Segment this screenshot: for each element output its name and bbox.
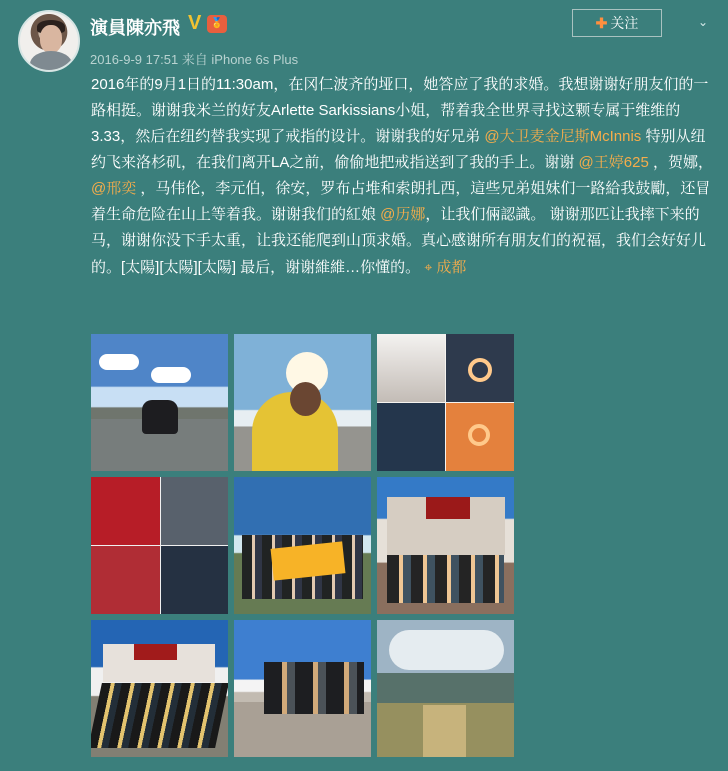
collage-panel	[91, 477, 160, 545]
mention-link[interactable]: @邢奕	[91, 180, 137, 197]
avatar-shirt	[30, 51, 72, 72]
collage-tile	[377, 334, 445, 402]
follow-button[interactable]	[572, 9, 662, 37]
plus-icon: ✚	[595, 15, 608, 31]
post-text-segment: 特别从纽约飞来洛杉矶，在我们离开LA之前，偷偷地把戒指送到了我的手上。谢谢	[91, 128, 706, 171]
collage-panel	[91, 546, 160, 614]
location-icon: ⌖	[424, 259, 433, 275]
avatar-face	[40, 25, 62, 53]
medal-icon: 🏅	[207, 15, 227, 33]
mention-link[interactable]: @王婷625	[578, 154, 649, 171]
photo-grid	[91, 334, 516, 757]
cloud-shape	[151, 367, 191, 383]
collage-tile	[377, 403, 445, 471]
palace-roof-shape	[134, 644, 177, 660]
mention-link[interactable]: @历娜	[380, 206, 426, 223]
hill-shape	[377, 673, 514, 703]
road-shape	[423, 705, 466, 757]
crowd-shape	[387, 555, 504, 603]
collage-panel	[161, 477, 228, 545]
post-text-segment: 2016年的9月1日的11:30am，在冈仁波齐的垭口，她答应了我的求婚。我想谢谢好朋友们的一路相挺。谢谢我米兰的好友Arlette Sarkissians小姐，帮着我全世界寻找这颗专属于维维的3.33，然后在纽约替我实现了戒指的设计。谢谢我的好兄弟	[91, 76, 709, 145]
jumping-crowd-shape	[91, 683, 228, 748]
photo-valley-road[interactable]	[377, 620, 514, 757]
post-meta: 2016-9-9 17:51 来自 iPhone 6s Plus	[90, 52, 299, 67]
avatar[interactable]	[18, 10, 80, 72]
photo-ring-collage[interactable]	[377, 334, 514, 471]
follow-label: 关注	[610, 15, 639, 31]
verify-icon: V	[188, 12, 202, 34]
collage-panel	[161, 546, 228, 614]
mention-link[interactable]: @大卫麦金尼斯McInnis	[484, 128, 642, 145]
post-text-segment: ，让我们倆認識。 谢谢那匹让我摔下来的马，谢谢你没下手太重，让我还能爬到山顶求婚。真心感谢所有朋友们的祝福，我们会好好儿的。[太陽][太陽][太陽] 最后，谢谢維維…你懂的。	[91, 206, 707, 276]
post-text	[91, 72, 715, 281]
palace-roof-shape	[426, 497, 470, 519]
post-text-segment: ，贺娜，	[648, 154, 713, 171]
cloud-shape	[389, 630, 504, 670]
photo-rocks-group[interactable]	[234, 620, 371, 757]
photo-selfie[interactable]	[234, 334, 371, 471]
cloud-shape	[99, 354, 139, 370]
ring-shape	[468, 424, 490, 446]
photo-potala-group[interactable]	[377, 477, 514, 614]
people-shape	[264, 662, 364, 714]
head-shape	[290, 382, 321, 416]
photo-road-couple[interactable]	[91, 334, 228, 471]
ring-shape	[468, 358, 492, 382]
username[interactable]: 演員陳亦飛	[90, 18, 180, 38]
couple-shape	[142, 400, 178, 434]
photo-red-collage[interactable]	[91, 477, 228, 614]
chevron-down-icon[interactable]: ⌄	[698, 15, 709, 29]
photo-jump-potala[interactable]	[91, 620, 228, 757]
post-text-segment: ，马伟伦，李元伯，徐安，罗布占堆和索朗扎西，這些兄弟姐妹们一路給我鼓勵，还冒着生命危险在山上等着我。谢谢我们的紅娘	[91, 180, 711, 223]
photo-group-banner[interactable]	[234, 477, 371, 614]
location-link[interactable]: 成都	[436, 259, 467, 276]
